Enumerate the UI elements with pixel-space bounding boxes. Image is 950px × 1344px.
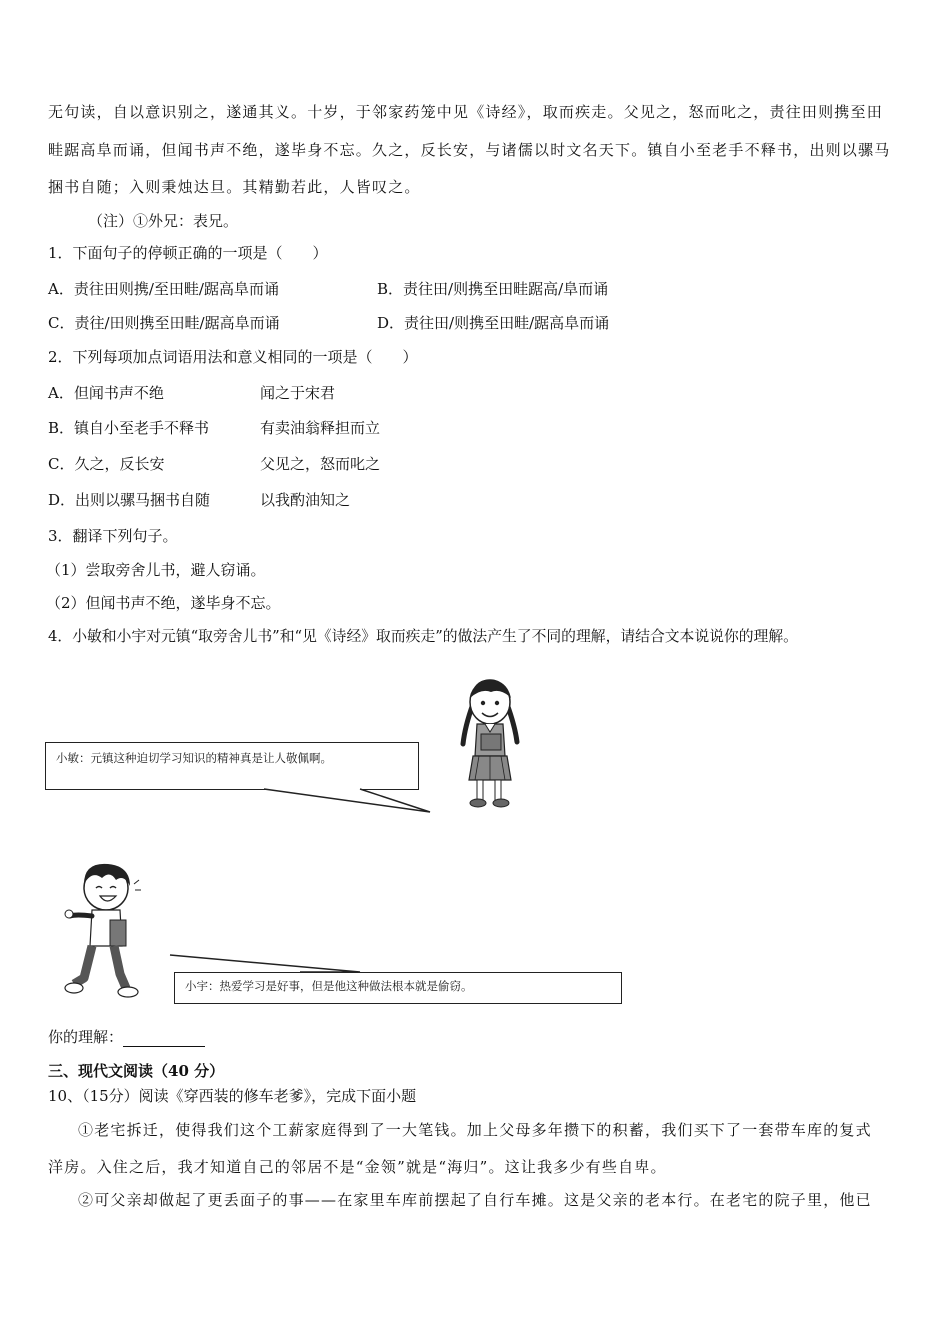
speech-tail-boy: [170, 955, 360, 972]
q2-row-c-right: 父见之，怒而叱之: [260, 455, 381, 473]
q2-row-b-right: 有卖油翁释担而立: [260, 419, 381, 437]
q3-stem: 3．翻译下列句子。: [48, 527, 178, 545]
passage-line-1: 无句读，自以意识别之，遂通其义。十岁，于邻家药笼中见《诗经》，取而疾走。父见之，怒而叱之，责往田则携至田: [48, 103, 883, 121]
speech-text-girl: 小敏：元镇这种迫切学习知识的精神真是让人敬佩啊。: [56, 751, 332, 765]
q1-option-c: C．责往/田则携至田畦/踞高阜而诵: [48, 314, 280, 332]
q1-option-d: D．责往田/则携至田畦/踞高阜而诵: [377, 314, 610, 332]
q1-stem: 1．下面句子的停顿正确的一项是（ ）: [48, 244, 328, 262]
q3-item-1: （1）尝取旁舍儿书，避人窃诵。: [46, 561, 266, 579]
passage-line-3: 捆书自随；入则秉烛达旦。其精勤若此，人皆叹之。: [48, 178, 421, 196]
q2-row-d-right: 以我酌油知之: [260, 491, 351, 509]
speech-text-boy: 小宇：热爱学习是好事，但是他这种做法根本就是偷窃。: [185, 979, 473, 993]
paragraph-1-line-2: 洋房。入住之后，我才知道自己的邻居不是“金领”就是“海归”。这让我多少有些自卑。: [48, 1158, 667, 1176]
q2-row-c-left: C．久之，反长安: [48, 455, 165, 473]
speech-bubble-boy: [174, 972, 622, 1004]
q10-stem: 10、（15分）阅读《穿西装的修车老爹》，完成下面小题: [48, 1087, 417, 1105]
answer-line: [48, 1027, 205, 1047]
girl-illustration: [455, 676, 525, 811]
q1-option-a: A．责往田则携/至田畦/踞高阜而诵: [48, 280, 279, 298]
answer-blank[interactable]: [123, 1031, 205, 1047]
q4-stem: 4．小敏和小宇对元镇“取旁舍儿书”和“见《诗经》取而疾走”的做法产生了不同的理解，请结合文本说说你的理解。: [48, 628, 798, 645]
paragraph-1-line-1: ①老宅拆迁，使得我们这个工薪家庭得到了一大笔钱。加上父母多年攒下的积蓄，我们买下了一套带车库的复式: [78, 1121, 872, 1139]
q2-row-a-right: 闻之于宋君: [260, 384, 336, 402]
boy-illustration: [62, 862, 144, 1000]
q2-row-d-left: D．出则以骡马捆书自随: [48, 491, 211, 509]
q2-stem: 2．下列每项加点词语用法和意义相同的一项是（ ）: [48, 348, 418, 366]
passage-line-2: 畦踞高阜而诵，但闻书声不绝，遂毕身不忘。久之，反长安，与诸儒以时文名天下。镇自小至老手不释书，出则以骡马: [48, 141, 891, 159]
footnote: （注）①外兄：表兄。: [88, 212, 239, 230]
q1-option-b: B．责往田/则携至田畦踞高/阜而诵: [377, 280, 609, 298]
speech-tail-girl: [264, 789, 430, 812]
section3-heading: 三、现代文阅读（40 分）: [48, 1062, 225, 1080]
q2-row-a-left: A．但闻书声不绝: [48, 384, 164, 402]
paragraph-2-line-1: ②可父亲却做起了更丢面子的事——在家里车库前摆起了自行车摊。这是父亲的老本行。在老宅的院子里，他已: [78, 1191, 872, 1209]
answer-label: 你的理解：: [48, 1028, 124, 1046]
q2-row-b-left: B．镇自小至老手不释书: [48, 419, 210, 437]
q3-item-2: （2）但闻书声不绝，遂毕身不忘。: [46, 594, 281, 612]
